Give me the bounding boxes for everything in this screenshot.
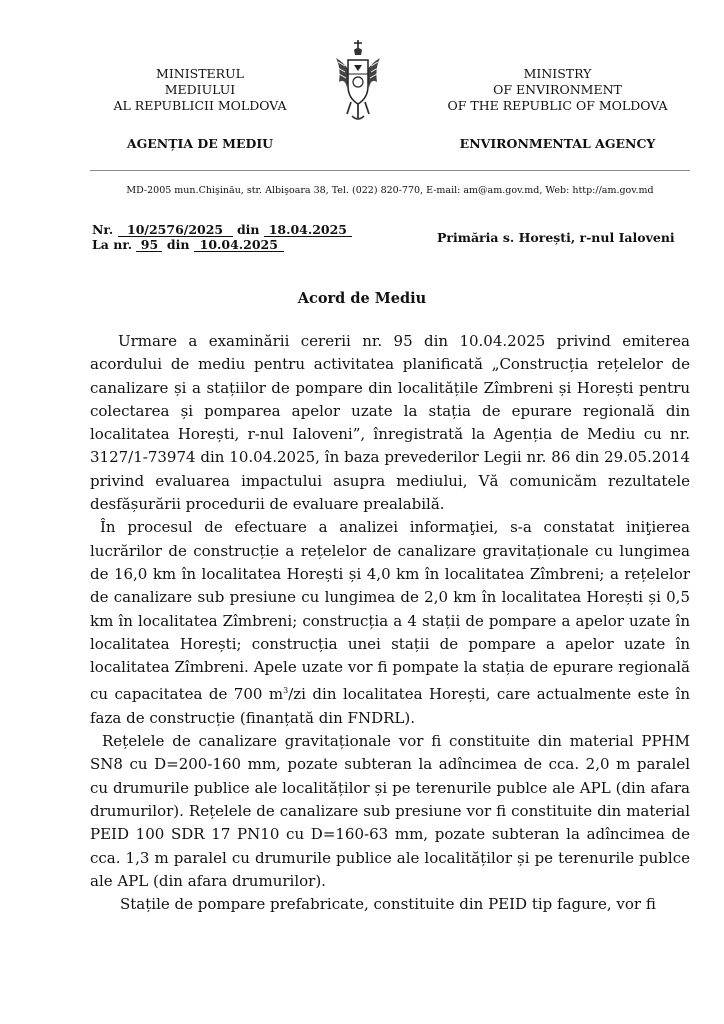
la-label: La nr. [92,237,133,252]
nr-date: 18.04.2025 [264,223,352,237]
ministry-name-en [435,66,680,114]
document-title: Acord de Mediu [297,290,427,307]
din-label: din [236,222,260,237]
header-right-line: OF ENVIRONMENT [493,82,622,97]
nr-value: 10/2576/2025 [118,223,233,237]
header-left-line: MINISTERUL [156,66,244,81]
reference-line-la [92,237,352,252]
paragraph-4: Stațile de pompare prefabricate, constituite din PEID tip fagure, vor fi [120,895,656,914]
recipient: Primăria s. Horești, r-nul Ialoveni [437,230,675,245]
cubic-superscript: 3 [283,686,289,696]
document-reference [92,222,352,252]
header-right-line: OF THE REPUBLIC OF MOLDOVA [447,98,668,113]
paragraph-3: Rețelele de canalizare gravitaționale vor fi constituite din material PPHM SN8 cu D=200-160 mm, pozate subteran la adîncimea de cca. 2,0 m paralel cu drumurile publice ale localităților și pe terenurile publce ale APL (din afara drumurilor). Rețelele de canalizare sub presiune vor fi constituite din material PEID 100 SDR 17 PN10 cu D=160-63 mm, pozate subteran la adîncimea de cca. 1,3 m paralel cu drumurile publice ale localităților și pe terenurile publce ale APL (din afara drumurilor). [90,732,690,890]
document-body [90,330,690,916]
paragraph-2-part-a: În procesul de efectuare a analizei informaţiei, s-a constatat iniţierea lucrărilor de construcție a rețelelor de canalizare gravitaționale cu lungimea de 16,0 km în localitatea Horești și 4,0 km în localitatea Zîmbreni; a rețelelor de canalizare sub presiune cu lungimea de 2,0 km în localitatea Horești și 0,5 km în localitatea Zîmbreni; construcția a 4 stații de pompare a apelor uzate în localitatea Horești; construcția unei stații de pompare a apelor uzate în localitatea Zîmbreni. Apele uzate vor fi pompate la stația de epurare regională cu capacitatea de 700 m [90,518,690,704]
ministry-name-ro [100,66,300,114]
header-right-line: MINISTRY [523,66,592,81]
agency-name-en: ENVIRONMENTAL AGENCY [459,136,656,151]
la-value: 95 [136,238,162,252]
nr-label: Nr. [92,222,114,237]
coat-of-arms-icon [333,38,383,122]
paragraph-2 [90,516,690,730]
la-din-label: din [166,237,190,252]
paragraph-2-part-b: /zi din localitatea Horești, care actualmente este în faza de construcție (finanțată din FNDRL). [90,685,691,727]
reference-line-nr [92,222,352,237]
agency-name-ro: AGENȚIA DE MEDIU [126,136,274,151]
header-left-line: MEDIULUI [164,82,236,97]
header-left-line: AL REPUBLICII MOLDOVA [113,98,287,113]
agency-address: MD-2005 mun.Chişinău, str. Albişoara 38, Tel. (022) 820-770, E-mail: am@am.gov.md, Web: http://am.gov.md [126,185,654,196]
header-divider [90,170,690,171]
paragraph-1: Urmare a examinării cererii nr. 95 din 10.04.2025 privind emiterea acordului de mediu pentru activitatea planificată „Construcția rețelelor de canalizare și a stațiilor de pompare din localitățile Zîmbreni și Horești pentru colectarea și pomparea apelor uzate la stația de epurare regională din localitatea Horești, r-nul Ialoveni”, înregistrată la Agenția de Mediu cu nr. 3127/1-73974 din 10.04.2025, în baza prevederilor Legii nr. 86 din 29.05.2014 privind evaluarea impactului asupra mediului, Vă comunicăm rezultatele desfășurării procedurii de evaluare prealabilă. [90,332,690,514]
la-date: 10.04.2025 [194,238,284,252]
